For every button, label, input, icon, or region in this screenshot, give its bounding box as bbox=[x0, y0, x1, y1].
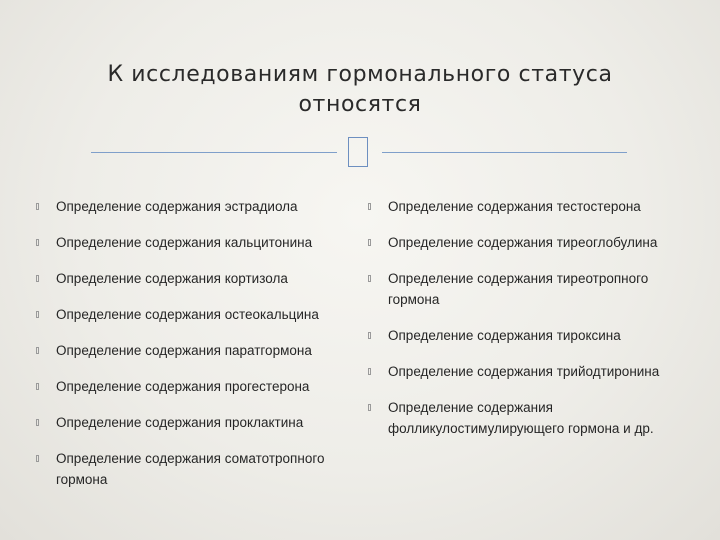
title-divider-right bbox=[382, 152, 627, 153]
list-item-text: Определение содержания трийодтиронина bbox=[388, 364, 660, 379]
list-item bbox=[36, 232, 354, 253]
list-item-text: Определение содержания эстрадиола bbox=[56, 199, 298, 214]
list-item-text: Определение содержания соматотропного гормона bbox=[56, 451, 325, 487]
list-item bbox=[368, 325, 698, 346]
left-bullet-list bbox=[36, 196, 354, 505]
bullet-icon bbox=[368, 275, 371, 282]
list-item-text: Определение содержания кальцитонина bbox=[56, 235, 313, 250]
list-item bbox=[36, 412, 354, 433]
bullet-icon bbox=[36, 347, 39, 354]
list-item-text: Определение содержания тиреотропного гормона bbox=[388, 271, 649, 307]
list-item-text: Определение содержания прогестерона bbox=[56, 379, 310, 394]
title-divider-left bbox=[91, 152, 337, 153]
bullet-icon bbox=[368, 239, 371, 246]
right-bullet-list bbox=[368, 196, 698, 454]
list-item bbox=[36, 376, 354, 397]
list-item-text: Определение содержания фолликулостимулирующего гормона и др. bbox=[388, 400, 654, 436]
bullet-icon bbox=[36, 311, 39, 318]
list-item bbox=[368, 232, 698, 253]
list-item bbox=[36, 268, 354, 289]
bullet-icon bbox=[36, 275, 39, 282]
list-item bbox=[36, 304, 354, 325]
list-item-text: Определение содержания тиреоглобулина bbox=[388, 235, 658, 250]
slide-title-line-2: относятся bbox=[298, 92, 422, 117]
list-item bbox=[368, 196, 698, 217]
bullet-icon bbox=[368, 203, 371, 210]
list-item-text: Определение содержания остеокальцина bbox=[56, 307, 319, 322]
bullet-icon bbox=[36, 455, 39, 462]
list-item bbox=[368, 268, 698, 310]
list-item bbox=[368, 397, 698, 439]
list-item bbox=[368, 361, 698, 382]
list-item bbox=[36, 448, 354, 490]
list-item-text: Определение содержания тестостерона bbox=[388, 199, 641, 214]
list-item-text: Определение содержания проклактина bbox=[56, 415, 304, 430]
bullet-icon bbox=[36, 203, 39, 210]
list-item-text: Определение содержания кортизола bbox=[56, 271, 288, 286]
bullet-icon bbox=[36, 239, 39, 246]
bullet-icon bbox=[368, 404, 371, 411]
slide-title bbox=[60, 60, 660, 120]
list-item bbox=[36, 340, 354, 361]
slide-title-line-1: К исследованиям гормонального статуса bbox=[107, 62, 613, 87]
list-item-text: Определение содержания тироксина bbox=[388, 328, 621, 343]
bullet-icon bbox=[36, 419, 39, 426]
list-item bbox=[36, 196, 354, 217]
bullet-icon bbox=[368, 332, 371, 339]
bullet-icon bbox=[368, 368, 371, 375]
list-item-text: Определение содержания паратгормона bbox=[56, 343, 312, 358]
divider-ornament-icon bbox=[348, 137, 368, 167]
bullet-icon bbox=[36, 383, 39, 390]
